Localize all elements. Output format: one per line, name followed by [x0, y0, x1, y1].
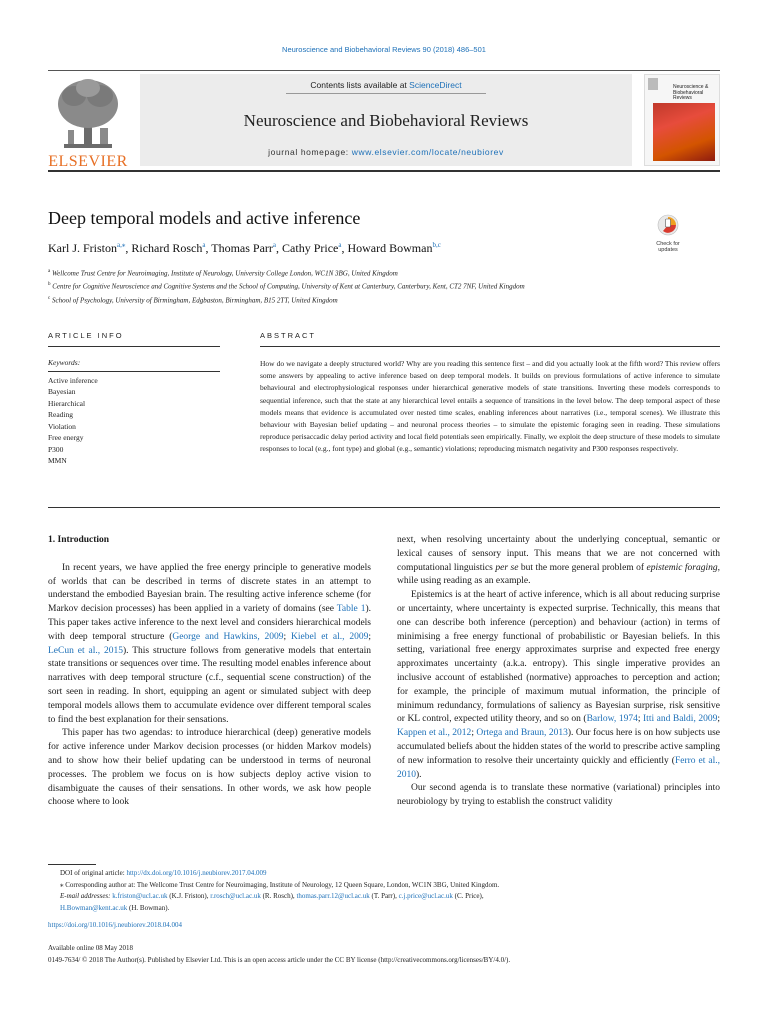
author-separator: ,: [341, 241, 348, 255]
journal-title: Neuroscience and Biobehavioral Reviews: [243, 111, 529, 130]
sciencedirect-link[interactable]: ScienceDirect: [409, 80, 462, 90]
r1-text-b: but the more general problem of: [518, 562, 647, 573]
elsevier-tree-icon: [54, 74, 122, 150]
intro-paragraph-2-cont: [397, 534, 720, 589]
affiliation-text: School of Psychology, University of Birmingham, Edgbaston, Birmingham, B15 2TT, United Kingdom: [51, 295, 338, 304]
article-info-rule: [48, 346, 220, 347]
email-link[interactable]: k.friston@ucl.ac.uk: [112, 892, 168, 900]
author-affiliation-mark[interactable]: a: [202, 241, 206, 249]
article-doi-link[interactable]: https://doi.org/10.1016/j.neubiorev.2018.04.004: [48, 921, 182, 929]
check-for-updates-label: Check for updates: [656, 241, 680, 253]
intro-p1-sep-2: ;: [368, 631, 371, 642]
check-for-updates-icon: [657, 214, 679, 236]
section-heading-introduction: 1. Introduction: [48, 535, 110, 545]
affiliation-line: [48, 293, 525, 306]
journal-homepage: [140, 147, 632, 157]
affiliation-mark: b: [48, 282, 51, 288]
author-name: Thomas Parr: [211, 241, 273, 255]
keywords-label: Keywords:: [48, 358, 81, 367]
body-column-left: [48, 534, 371, 810]
keyword-item: Reading: [48, 410, 73, 419]
intro-p1-text-b: ). This paper takes active inference to the next level and considers hierarchical models with deep temporal structure (: [48, 604, 371, 642]
check-for-updates-badge[interactable]: [648, 214, 688, 253]
ref-kappen-2012[interactable]: Kappen et al., 2012: [397, 728, 472, 739]
footnote-rule: [48, 864, 96, 865]
body-column-right: [397, 534, 720, 810]
keyword-item: Free energy: [48, 433, 84, 442]
author-name: Karl J. Friston: [48, 241, 117, 255]
abstract-rule: [260, 346, 720, 347]
elsevier-logo[interactable]: [48, 74, 128, 170]
keyword-item: MMN: [48, 456, 67, 465]
intro-p1-text-a: In recent years, we have applied the free energy principle to generative models of worlds that can be described in terms of discrete states in an attempt to understand the embodied Bayesian brain. The resulting active inference scheme (for Markov decision processes) has been applied in a variety of domains (see: [48, 562, 371, 615]
email-owner: (C. Price),: [452, 892, 484, 900]
keyword-item: P300: [48, 444, 64, 454]
keywords-list: [48, 375, 220, 467]
ref-ortega-braun-2013[interactable]: Ortega and Braun, 2013: [476, 728, 568, 739]
doi-original-label: DOI of original article:: [60, 869, 127, 877]
email-link[interactable]: r.rosch@ucl.ac.uk: [210, 892, 261, 900]
journal-band: [140, 74, 632, 166]
email-label: E-mail addresses:: [60, 892, 113, 900]
author-name: Cathy Price: [282, 241, 339, 255]
intro-p1-sep-1: ;: [283, 631, 292, 642]
ref-ferro-2010[interactable]: Ferro et al., 2010: [397, 755, 721, 780]
email-link[interactable]: H.Bowman@kent.ac.uk: [60, 903, 128, 912]
keyword-item: Bayesian: [48, 387, 76, 396]
ref-kiebel-2009[interactable]: Kiebel et al., 2009: [291, 631, 369, 642]
r2-sep-3: ;: [471, 728, 477, 739]
paper-title: Deep temporal models and active inference: [48, 208, 361, 228]
cover-title: Neuroscience & Biobehavioral Reviews: [673, 84, 709, 101]
email-owner: (K.J. Friston),: [167, 892, 211, 900]
intro-paragraph-4: Our second agenda is to translate these normative (variational) principles into neurobiology by trying to establish the construct validity: [397, 783, 720, 808]
license-statement: 0149-7634/ © 2018 The Author(s). Published by Elsevier Ltd. This is an open access article under the CC BY license (http://creativecommons.org/licenses/BY/4.0/).: [48, 955, 511, 964]
journal-cover-thumbnail[interactable]: [644, 74, 720, 166]
cover-logo-icon: [648, 78, 658, 90]
ref-itti-baldi-2009[interactable]: Itti and Baldi, 2009: [643, 714, 718, 725]
author-affiliation-mark[interactable]: b,c: [432, 241, 441, 249]
r2-sep-2: ;: [717, 714, 720, 725]
abstract-bottom-rule: [48, 507, 720, 508]
affiliation-line: [48, 266, 525, 279]
availability-and-license: [48, 943, 510, 966]
homepage-link[interactable]: www.elsevier.com/locate/neubiorev: [351, 147, 504, 157]
cover-image: [653, 103, 715, 161]
abstract-heading: ABSTRACT: [260, 331, 317, 340]
email-link[interactable]: c.j.price@ucl.ac.uk: [398, 892, 453, 900]
keyword-item: Active inference: [48, 375, 98, 385]
intro-paragraph-1: [48, 562, 371, 728]
keyword-item: Hierarchical: [48, 398, 86, 408]
email-owner: (T. Parr),: [369, 892, 399, 900]
author-separator: ,: [205, 241, 212, 255]
author-name: Richard Rosch: [131, 241, 203, 255]
contents-prefix: Contents lists available at: [310, 80, 410, 90]
intro-paragraph-3: [397, 589, 720, 782]
affiliation-mark: a: [48, 269, 51, 274]
email-link[interactable]: thomas.parr.12@ucl.ac.uk: [296, 892, 370, 900]
footnotes: [48, 868, 720, 914]
ref-lecun-2015[interactable]: LeCun et al., 2015: [48, 645, 123, 656]
r1-text-a: next, when resolving uncertainty about the underlying conceptual, semantic or lexical causes of sensory input. This means that we are not concerned with computational linguistics: [397, 535, 720, 573]
ref-table-1[interactable]: Table 1: [336, 604, 366, 615]
author-separator: ,: [276, 241, 283, 255]
r1-emphasis-per-se: per se: [495, 562, 519, 573]
affiliations: [48, 266, 525, 306]
r2-text-a: Epistemics is at the heart of active inference, which is all about reducing surprise or uncertainty, where uncertainty is expected surprise. Technically, this means that one can describe both inference (perception) and behaviour (action) in terms of minimising a free energy functional of probabilistic or Bayesian beliefs. In this setting, variational free energy approximates surprise and expected free energy approximates uncertainty (a.k.a. entropy). This single imperative provides an inclusive account of established (normative) approaches to perception and action; for example, the principle of maximum mutual information, the principle of minimum redundancy, formulations of saliency as Bayesian surprise, risk sensitive or KL control, expected utility theory, and so on (: [397, 590, 720, 725]
journal-citation-link[interactable]: Neuroscience and Biobehavioral Reviews 90 (2018) 486–501: [282, 45, 486, 54]
keyword-item: Violation: [48, 421, 76, 431]
email-owner: (H. Bowman).: [127, 903, 170, 912]
author-affiliation-mark[interactable]: a: [272, 241, 277, 249]
author-affiliation-mark[interactable]: a,⁎: [117, 241, 126, 249]
r2-text-c: ).: [416, 769, 422, 780]
affiliation-text: Centre for Cognitive Neuroscience and Cognitive Systems and the School of Computing, University of Kent at Canterbury, Canterbury, Kent, CT2 7NF, United Kingdom: [52, 282, 525, 291]
r1-text-c: , while using reading as an example.: [397, 562, 720, 587]
affiliation-text: Wellcome Trust Centre for Neuroimaging, Institute of Neurology, University College London, WC1N 3BG, United Kingdom: [51, 269, 398, 278]
author-separator: ,: [125, 241, 132, 255]
header-top-rule: [48, 70, 720, 71]
header-bottom-rule: [48, 170, 720, 172]
footnote-emails: [48, 891, 720, 914]
r2-sep-1: ;: [637, 714, 644, 725]
ref-barlow-1974[interactable]: Barlow, 1974: [586, 714, 638, 725]
article-info-heading: ARTICLE INFO: [48, 331, 124, 340]
intro-p1-text-c: ). This structure follows from generative models that entertain state transitions or sequences over time. The resulting model enables inference about narratives with deep temporal structure (c.f., sequential scene construction) of the sort seen in reading. In short, equipping an agent or simulated subject with deep temporal models allows them to accumulate evidence over different temporal scales to find the best explanation for their sensations.: [48, 645, 372, 725]
keywords-divider: [48, 371, 220, 372]
affiliation-mark: c: [48, 295, 51, 301]
keywords-block: [48, 357, 220, 467]
doi-original-link[interactable]: http://dx.doi.org/10.1016/j.neubiorev.2017.04.009: [126, 869, 267, 877]
homepage-prefix: journal homepage:: [268, 147, 352, 157]
r2-text-b: ). Our focus here is on how subjects use accumulated beliefs about the hidden states of the world to prescribe active sampling of new information to resolve their uncertainty quickly and efficiently (: [397, 728, 721, 766]
footnote-doi-original: [48, 868, 720, 880]
abstract-text: How do we navigate a deeply structured world? Why are you reading this sentence first – and did you actually look at the fifth word? This review offers some answers by appealing to active inference based on deep temporal models. It builds on previous formulations of active inference to simulate behavioural and electrophysiological responses under hierarchical generative models of state transitions. Inverting these models corresponds to sequential inference, such that the state at any hierarchical level entails a sequence of transitions in the level below. The deep temporal aspect of these models means that evidence is accumulated over nested time scales, enabling inferences about narratives (i.e., temporal scenes). We illustrate this behaviour with Bayesian belief updating – and neuronal process theories – to simulate the epistemic foraging seen in reading. These simulations reproduce perisaccadic delay period activity and local field potentials seen empirically. Finally, we exploit the deep structure of these models to simulate responses to local (e.g., font type) and global (e.g., semantic) violations; reproducing mismatch negativity and P300 responses respectively.: [260, 359, 720, 454]
ref-george-hawkins-2009[interactable]: George and Hawkins, 2009: [172, 631, 284, 642]
affiliation-line: [48, 279, 525, 292]
intro-paragraph-2: This paper has two agendas: to introduce hierarchical (deep) generative models for active inference under Markov decision processes (or hidden Markov models) and to show how their belief updating can be understood in terms of neuronal processes. The problem we focus on is how subjects deploy active vision to disambiguate the causes of their sensations. In other words, we ask how people choose where to look: [48, 728, 371, 808]
available-online: Available online 08 May 2018: [48, 944, 134, 952]
author-name: Howard Bowman: [347, 241, 433, 255]
author-list: [48, 241, 441, 256]
email-owner: (R. Rosch),: [260, 892, 297, 900]
contents-line: [140, 80, 632, 90]
r1-emphasis-epistemic-foraging: epistemic foraging: [646, 562, 718, 573]
author-affiliation-mark[interactable]: a: [338, 241, 342, 249]
journal-header: [48, 70, 720, 170]
footnote-corresponding-author: ⁎ Corresponding author at: The Wellcome Trust Centre for Neuroimaging, Institute of Neurology, 12 Queen Square, London, WC1N 3BG, United Kingdom.: [60, 880, 500, 889]
elsevier-wordmark: ELSEVIER: [48, 153, 128, 170]
